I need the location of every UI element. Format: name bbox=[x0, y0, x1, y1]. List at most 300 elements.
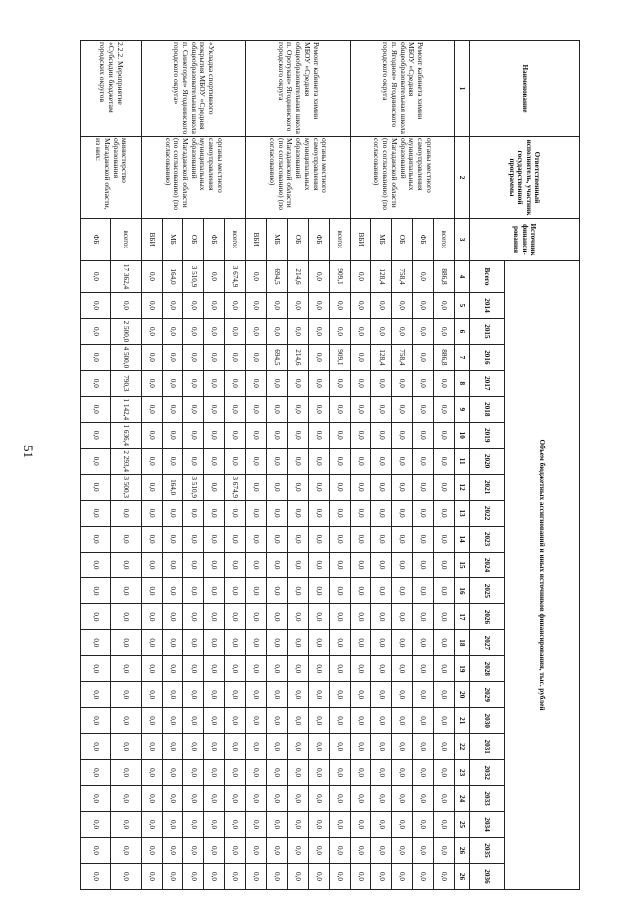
amount-year: 0,0 bbox=[308, 344, 329, 370]
amount-year: 0,0 bbox=[371, 448, 392, 474]
amount-year: 0,0 bbox=[371, 630, 392, 656]
amount-year: 0,0 bbox=[434, 630, 455, 656]
amount-year: 0,0 bbox=[413, 656, 434, 682]
amount-year: 0,0 bbox=[81, 370, 111, 396]
amount-year: 0,0 bbox=[413, 734, 434, 760]
amount-year: 0,0 bbox=[225, 500, 246, 526]
amount-year: 0,0 bbox=[413, 422, 434, 448]
amount-year: 0,0 bbox=[371, 604, 392, 630]
amount-total: 128,4 bbox=[371, 261, 392, 293]
amount-year: 0,0 bbox=[371, 396, 392, 422]
amount-year: 0,0 bbox=[162, 604, 183, 630]
amount-year: 0,0 bbox=[287, 578, 308, 604]
funding-source: МБ bbox=[371, 219, 392, 261]
amount-year: 0,0 bbox=[434, 422, 455, 448]
header-year: 2018 bbox=[470, 396, 505, 422]
amount-year: 0,0 bbox=[111, 812, 141, 838]
amount-year: 0,0 bbox=[141, 318, 162, 344]
amount-year: 0,0 bbox=[413, 500, 434, 526]
amount-year: 0,0 bbox=[183, 448, 204, 474]
amount-year: 0,0 bbox=[371, 578, 392, 604]
amount-year: 0,0 bbox=[225, 786, 246, 812]
amount-total: 17 362,4 bbox=[111, 261, 141, 293]
header-year: 2017 bbox=[470, 370, 505, 396]
amount-year: 0,0 bbox=[287, 500, 308, 526]
amount-year: 0,0 bbox=[204, 812, 225, 838]
amount-year: 0,0 bbox=[308, 863, 329, 889]
header-year: 2021 bbox=[470, 474, 505, 500]
amount-year: 0,0 bbox=[413, 604, 434, 630]
amount-year: 0,0 bbox=[371, 656, 392, 682]
amount-year: 0,0 bbox=[183, 630, 204, 656]
amount-year: 0,0 bbox=[266, 578, 287, 604]
amount-year: 0,0 bbox=[246, 552, 267, 578]
amount-year: 0,0 bbox=[246, 318, 267, 344]
amount-total: 0,0 bbox=[413, 261, 434, 293]
amount-year: 0,0 bbox=[204, 526, 225, 552]
amount-year: 0,0 bbox=[162, 863, 183, 889]
amount-year: 0,0 bbox=[413, 552, 434, 578]
amount-year: 0,0 bbox=[225, 812, 246, 838]
amount-year: 0,0 bbox=[329, 708, 350, 734]
amount-year: 128,4 bbox=[371, 344, 392, 370]
amount-year: 0,0 bbox=[434, 500, 455, 526]
amount-year: 0,0 bbox=[392, 682, 413, 708]
amount-year: 0,0 bbox=[329, 318, 350, 344]
amount-year: 0,0 bbox=[183, 682, 204, 708]
amount-year: 0,0 bbox=[392, 863, 413, 889]
amount-year: 0,0 bbox=[371, 863, 392, 889]
amount-year: 0,0 bbox=[434, 396, 455, 422]
column-number: 18 bbox=[455, 630, 470, 656]
amount-year: 0,0 bbox=[266, 786, 287, 812]
amount-year: 0,0 bbox=[162, 526, 183, 552]
amount-year: 0,0 bbox=[392, 526, 413, 552]
amount-year: 0,0 bbox=[246, 604, 267, 630]
amount-year: 0,0 bbox=[204, 578, 225, 604]
amount-year: 0,0 bbox=[413, 318, 434, 344]
column-number: 22 bbox=[455, 734, 470, 760]
amount-year: 0,0 bbox=[81, 526, 111, 552]
amount-year: 0,0 bbox=[225, 370, 246, 396]
amount-year: 0,0 bbox=[225, 604, 246, 630]
header-year: 2023 bbox=[470, 526, 505, 552]
amount-year: 0,0 bbox=[329, 786, 350, 812]
amount-year: 0,0 bbox=[183, 344, 204, 370]
header-name: Наименование bbox=[470, 41, 580, 137]
amount-year: 0,0 bbox=[111, 863, 141, 889]
amount-year: 0,0 bbox=[413, 838, 434, 864]
amount-year: 0,0 bbox=[81, 552, 111, 578]
amount-year: 0,0 bbox=[266, 422, 287, 448]
amount-year: 0,0 bbox=[225, 734, 246, 760]
header-year: 2032 bbox=[470, 760, 505, 786]
amount-year: 0,0 bbox=[287, 786, 308, 812]
amount-year: 0,0 bbox=[204, 422, 225, 448]
amount-year: 0,0 bbox=[141, 838, 162, 864]
column-number: 3 bbox=[455, 219, 470, 261]
amount-year: 0,0 bbox=[350, 578, 371, 604]
amount-year: 0,0 bbox=[162, 708, 183, 734]
amount-year: 0,0 bbox=[225, 708, 246, 734]
amount-year: 0,0 bbox=[162, 630, 183, 656]
amount-year: 0,0 bbox=[111, 786, 141, 812]
amount-year: 0,0 bbox=[81, 760, 111, 786]
amount-year: 0,0 bbox=[225, 578, 246, 604]
amount-year: 0,0 bbox=[350, 344, 371, 370]
amount-year: 0,0 bbox=[111, 526, 141, 552]
amount-year: 0,0 bbox=[308, 500, 329, 526]
amount-year: 0,0 bbox=[183, 708, 204, 734]
amount-year: 0,0 bbox=[308, 786, 329, 812]
header-year: 2034 bbox=[470, 812, 505, 838]
amount-year: 0,0 bbox=[287, 838, 308, 864]
amount-year: 0,0 bbox=[434, 474, 455, 500]
amount-year: 0,0 bbox=[413, 344, 434, 370]
amount-year: 0,0 bbox=[392, 812, 413, 838]
amount-year: 0,0 bbox=[81, 604, 111, 630]
amount-year: 0,0 bbox=[111, 552, 141, 578]
amount-year: 0,0 bbox=[350, 708, 371, 734]
column-number: 24 bbox=[455, 786, 470, 812]
header-source: Источник финанси-рования bbox=[470, 219, 580, 261]
column-number: 11 bbox=[455, 448, 470, 474]
amount-year: 0,0 bbox=[204, 786, 225, 812]
amount-year: 0,0 bbox=[246, 500, 267, 526]
amount-year: 0,0 bbox=[371, 734, 392, 760]
amount-year: 0,0 bbox=[371, 500, 392, 526]
amount-year: 0,0 bbox=[350, 630, 371, 656]
funding-source: ВБИ bbox=[246, 219, 267, 261]
amount-year: 0,0 bbox=[413, 578, 434, 604]
column-number: 13 bbox=[455, 500, 470, 526]
financing-table bbox=[80, 40, 580, 890]
column-number: 16 bbox=[455, 578, 470, 604]
amount-year: 0,0 bbox=[204, 838, 225, 864]
amount-year: 0,0 bbox=[266, 318, 287, 344]
amount-year: 0,0 bbox=[183, 838, 204, 864]
measure-name: 2.2.2. Мероприятие «Субсидии бюджетам городских округов bbox=[81, 41, 142, 137]
amount-year: 0,0 bbox=[287, 293, 308, 319]
amount-year: 0,0 bbox=[329, 682, 350, 708]
amount-year: 0,0 bbox=[434, 760, 455, 786]
header-year: 2029 bbox=[470, 682, 505, 708]
amount-year: 0,0 bbox=[266, 552, 287, 578]
amount-total: 3 674,9 bbox=[225, 261, 246, 293]
amount-year: 0,0 bbox=[81, 422, 111, 448]
amount-year: 0,0 bbox=[225, 344, 246, 370]
amount-year: 0,0 bbox=[183, 293, 204, 319]
amount-year: 0,0 bbox=[287, 630, 308, 656]
amount-total: 3 510,9 bbox=[183, 261, 204, 293]
amount-year: 694,5 bbox=[266, 344, 287, 370]
header-year: 2016 bbox=[470, 344, 505, 370]
amount-year: 0,0 bbox=[392, 708, 413, 734]
amount-year: 0,0 bbox=[81, 500, 111, 526]
funding-source: ОБ bbox=[287, 219, 308, 261]
amount-year: 0,0 bbox=[434, 708, 455, 734]
amount-year: 0,0 bbox=[225, 396, 246, 422]
amount-year: 0,0 bbox=[204, 293, 225, 319]
amount-year: 0,0 bbox=[183, 578, 204, 604]
amount-year: 0,0 bbox=[266, 734, 287, 760]
amount-year: 0,0 bbox=[225, 656, 246, 682]
responsible-executor: органы местного самоуправления муниципальных образований Магаданской области (по согласованию) (по согласованию) bbox=[141, 137, 245, 219]
column-number: 1 bbox=[455, 41, 470, 137]
amount-year: 0,0 bbox=[371, 526, 392, 552]
amount-year: 0,0 bbox=[111, 604, 141, 630]
funding-source: МБ bbox=[162, 219, 183, 261]
column-number: 8 bbox=[455, 370, 470, 396]
measure-name: «Укладка спортивного покрытия МБОУ «Средняя общеобразовательная школа п. Синегорье» Ягоднинского городского округа» bbox=[141, 41, 245, 137]
amount-year: 0,0 bbox=[266, 526, 287, 552]
amount-total: 0,0 bbox=[246, 261, 267, 293]
header-year: 2035 bbox=[470, 838, 505, 864]
amount-year: 0,0 bbox=[141, 812, 162, 838]
funding-source: всего: bbox=[225, 219, 246, 261]
amount-year: 0,0 bbox=[246, 526, 267, 552]
funding-source: ОБ bbox=[183, 219, 204, 261]
page-number: 51 bbox=[21, 445, 36, 458]
amount-year: 0,0 bbox=[81, 344, 111, 370]
amount-year: 0,0 bbox=[413, 708, 434, 734]
amount-year: 758,4 bbox=[392, 344, 413, 370]
amount-year: 0,0 bbox=[141, 786, 162, 812]
amount-year: 0,0 bbox=[183, 734, 204, 760]
amount-year: 0,0 bbox=[246, 344, 267, 370]
amount-year: 0,0 bbox=[434, 863, 455, 889]
amount-year: 0,0 bbox=[204, 552, 225, 578]
amount-year: 0,0 bbox=[246, 863, 267, 889]
amount-year: 0,0 bbox=[287, 604, 308, 630]
amount-year: 0,0 bbox=[329, 863, 350, 889]
amount-year: 0,0 bbox=[308, 370, 329, 396]
column-number: 15 bbox=[455, 552, 470, 578]
amount-year: 0,0 bbox=[434, 370, 455, 396]
amount-year: 0,0 bbox=[81, 630, 111, 656]
amount-year: 0,0 bbox=[141, 863, 162, 889]
amount-year: 0,0 bbox=[287, 448, 308, 474]
amount-year: 0,0 bbox=[413, 526, 434, 552]
amount-year: 0,0 bbox=[81, 656, 111, 682]
amount-year: 0,0 bbox=[413, 370, 434, 396]
amount-year: 0,0 bbox=[350, 293, 371, 319]
amount-year: 0,0 bbox=[204, 448, 225, 474]
amount-year: 0,0 bbox=[183, 370, 204, 396]
amount-year: 0,0 bbox=[371, 370, 392, 396]
amount-year: 0,0 bbox=[371, 812, 392, 838]
amount-year: 0,0 bbox=[81, 578, 111, 604]
amount-total: 0,0 bbox=[308, 261, 329, 293]
amount-year: 0,0 bbox=[308, 760, 329, 786]
amount-year: 0,0 bbox=[162, 682, 183, 708]
column-number: 19 bbox=[455, 656, 470, 682]
amount-year: 4 500,0 bbox=[111, 344, 141, 370]
amount-year: 0,0 bbox=[329, 838, 350, 864]
amount-year: 0,0 bbox=[183, 318, 204, 344]
header-year: 2028 bbox=[470, 656, 505, 682]
amount-year: 0,0 bbox=[162, 734, 183, 760]
column-number: 14 bbox=[455, 526, 470, 552]
amount-year: 0,0 bbox=[266, 370, 287, 396]
amount-year: 0,0 bbox=[329, 422, 350, 448]
amount-year: 0,0 bbox=[225, 318, 246, 344]
header-year: 2022 bbox=[470, 500, 505, 526]
amount-year: 0,0 bbox=[308, 656, 329, 682]
amount-year: 0,0 bbox=[413, 293, 434, 319]
amount-year: 0,0 bbox=[287, 526, 308, 552]
amount-year: 0,0 bbox=[413, 474, 434, 500]
amount-year: 0,0 bbox=[111, 630, 141, 656]
funding-source: ВБИ bbox=[141, 219, 162, 261]
amount-year: 0,0 bbox=[81, 812, 111, 838]
amount-year: 0,0 bbox=[329, 293, 350, 319]
amount-year: 0,0 bbox=[392, 786, 413, 812]
amount-year: 0,0 bbox=[111, 500, 141, 526]
amount-year: 0,0 bbox=[204, 370, 225, 396]
amount-year: 0,0 bbox=[204, 682, 225, 708]
amount-year: 0,0 bbox=[350, 474, 371, 500]
amount-year: 0,0 bbox=[183, 422, 204, 448]
amount-year: 0,0 bbox=[350, 448, 371, 474]
header-year: 2036 bbox=[470, 863, 505, 889]
amount-year: 0,0 bbox=[371, 760, 392, 786]
amount-year: 0,0 bbox=[329, 500, 350, 526]
amount-year: 0,0 bbox=[162, 786, 183, 812]
table-row bbox=[111, 41, 141, 890]
amount-year: 0,0 bbox=[434, 786, 455, 812]
amount-year: 0,0 bbox=[162, 422, 183, 448]
amount-year: 0,0 bbox=[308, 396, 329, 422]
amount-year: 0,0 bbox=[392, 656, 413, 682]
amount-year: 0,0 bbox=[162, 838, 183, 864]
amount-year: 0,0 bbox=[266, 448, 287, 474]
amount-year: 0,0 bbox=[329, 734, 350, 760]
amount-year: 0,0 bbox=[434, 578, 455, 604]
responsible-executor: министерство образования Магаданской области, из них: bbox=[81, 137, 142, 219]
amount-year: 0,0 bbox=[81, 474, 111, 500]
amount-year: 0,0 bbox=[266, 838, 287, 864]
amount-year: 0,0 bbox=[434, 656, 455, 682]
amount-year: 0,0 bbox=[141, 422, 162, 448]
amount-year: 164,0 bbox=[162, 474, 183, 500]
amount-year: 0,0 bbox=[392, 370, 413, 396]
amount-year: 0,0 bbox=[329, 396, 350, 422]
amount-year: 0,0 bbox=[246, 656, 267, 682]
amount-year: 1 142,4 bbox=[111, 396, 141, 422]
amount-year: 0,0 bbox=[246, 760, 267, 786]
header-year: 2031 bbox=[470, 734, 505, 760]
amount-year: 3 500,3 bbox=[111, 474, 141, 500]
amount-year: 0,0 bbox=[329, 448, 350, 474]
amount-year: 0,0 bbox=[141, 500, 162, 526]
amount-year: 0,0 bbox=[81, 396, 111, 422]
amount-year: 0,0 bbox=[329, 578, 350, 604]
amount-year: 0,0 bbox=[225, 526, 246, 552]
amount-year: 0,0 bbox=[111, 838, 141, 864]
amount-total: 758,4 bbox=[392, 261, 413, 293]
amount-year: 0,0 bbox=[287, 863, 308, 889]
amount-year: 0,0 bbox=[111, 578, 141, 604]
amount-year: 0,0 bbox=[413, 682, 434, 708]
amount-year: 3 510,9 bbox=[183, 474, 204, 500]
amount-year: 0,0 bbox=[350, 760, 371, 786]
amount-year: 0,0 bbox=[183, 786, 204, 812]
amount-year: 0,0 bbox=[434, 552, 455, 578]
amount-year: 0,0 bbox=[183, 863, 204, 889]
amount-year: 0,0 bbox=[204, 474, 225, 500]
amount-year: 0,0 bbox=[204, 344, 225, 370]
amount-year: 0,0 bbox=[329, 370, 350, 396]
amount-year: 0,0 bbox=[141, 293, 162, 319]
amount-year: 0,0 bbox=[204, 500, 225, 526]
amount-year: 0,0 bbox=[350, 370, 371, 396]
column-number: 9 bbox=[455, 396, 470, 422]
amount-year: 0,0 bbox=[392, 838, 413, 864]
amount-year: 0,0 bbox=[204, 708, 225, 734]
amount-year: 0,0 bbox=[266, 396, 287, 422]
amount-year: 0,0 bbox=[81, 708, 111, 734]
amount-year: 0,0 bbox=[162, 500, 183, 526]
column-number: 10 bbox=[455, 422, 470, 448]
amount-year: 0,0 bbox=[183, 396, 204, 422]
column-number: 6 bbox=[455, 318, 470, 344]
amount-year: 0,0 bbox=[350, 500, 371, 526]
amount-year: 0,0 bbox=[266, 604, 287, 630]
column-number: 26 bbox=[455, 838, 470, 864]
table-row bbox=[434, 41, 455, 890]
amount-year: 0,0 bbox=[350, 422, 371, 448]
amount-year: 0,0 bbox=[287, 370, 308, 396]
amount-year: 2 500,0 bbox=[111, 318, 141, 344]
amount-year: 0,0 bbox=[329, 474, 350, 500]
amount-year: 0,0 bbox=[266, 863, 287, 889]
amount-year: 0,0 bbox=[266, 474, 287, 500]
column-number: 2 bbox=[455, 137, 470, 219]
amount-year: 0,0 bbox=[329, 760, 350, 786]
amount-year: 0,0 bbox=[308, 422, 329, 448]
amount-year: 886,8 bbox=[434, 344, 455, 370]
funding-source: ВБИ bbox=[350, 219, 371, 261]
amount-year: 0,0 bbox=[266, 630, 287, 656]
amount-year: 0,0 bbox=[371, 293, 392, 319]
amount-year: 0,0 bbox=[371, 682, 392, 708]
column-number: 12 bbox=[455, 474, 470, 500]
funding-source: всего: bbox=[111, 219, 141, 261]
amount-year: 0,0 bbox=[204, 863, 225, 889]
responsible-executor: органы местного самоуправления муниципальных образований Магаданской области (по согласованию) (по согласованию) bbox=[246, 137, 350, 219]
amount-year: 0,0 bbox=[287, 422, 308, 448]
amount-year: 0,0 bbox=[350, 318, 371, 344]
amount-year: 0,0 bbox=[183, 526, 204, 552]
amount-year: 0,0 bbox=[81, 863, 111, 889]
amount-year: 0,0 bbox=[392, 422, 413, 448]
header-year: 2014 bbox=[470, 293, 505, 319]
amount-year: 0,0 bbox=[413, 448, 434, 474]
header-responsible: Ответственный исполнитель, участник государственной программы bbox=[470, 137, 580, 219]
amount-year: 0,0 bbox=[392, 500, 413, 526]
header-year: 2015 bbox=[470, 318, 505, 344]
header-year: 2020 bbox=[470, 448, 505, 474]
amount-year: 0,0 bbox=[81, 682, 111, 708]
amount-year: 0,0 bbox=[246, 293, 267, 319]
amount-year: 0,0 bbox=[434, 526, 455, 552]
amount-year: 0,0 bbox=[287, 682, 308, 708]
amount-year: 0,0 bbox=[329, 812, 350, 838]
amount-year: 0,0 bbox=[350, 734, 371, 760]
amount-year: 0,0 bbox=[371, 422, 392, 448]
amount-year: 0,0 bbox=[350, 682, 371, 708]
